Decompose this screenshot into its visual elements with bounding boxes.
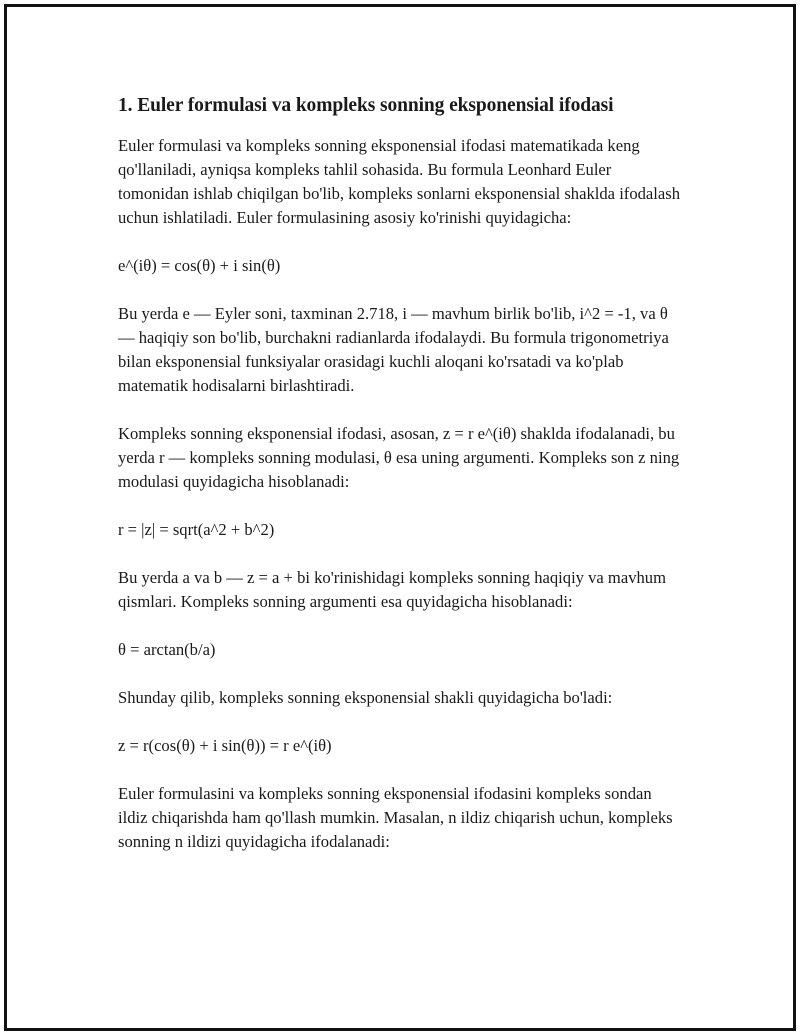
real-imaginary-paragraph: Bu yerda a va b — z = a + bi ko'rinishidagi kompleks sonning haqiqiy va mavhum qismlari. Kompleks sonning argumenti esa quyidagicha hisoblanadi: — [118, 568, 667, 611]
explanation-paragraph: Bu yerda e — Eyler soni, taxminan 2.718, i — mavhum birlik bo'lib, i^2 = -1, va θ — haqiqiy son bo'lib, burchakni radianlarda ifodalaydi. Bu formula trigonometriya bilan eksponensial funksiyalar orasidagi kuchli aloqani ko'rsatadi va ko'plab matematik hodisalarni birlashtiradi. — [118, 304, 669, 395]
exponential-form-paragraph: Kompleks sonning eksponensial ifodasi, asosan, z = r e^(iθ) shaklda ifodalanadi, bu yerda r — kompleks sonning modulasi, θ esa uning argumenti. Kompleks son z ning modulasi quyidagicha hisoblanadi: — [118, 424, 680, 491]
intro-paragraph: Euler formulasi va kompleks sonning eksponensial ifodasi matematikada keng qo'llaniladi, ayniqsa kompleks tahlil sohasida. Bu formula Leonhard Euler tomonidan ishlab chiqilgan bo'lib, kompleks sonlarni eksponensial shaklda ifodalash uchun ishlatiladi. Euler formulasining asosiy ko'rinishi quyidagicha: — [118, 136, 681, 227]
section-heading: 1. Euler formulasi va kompleks sonning eksponensial ifodasi — [118, 95, 614, 116]
euler-formula: e^(iθ) = cos(θ) + i sin(θ) — [118, 256, 281, 275]
roots-paragraph: Euler formulasini va kompleks sonning eksponensial ifodasini kompleks sondan ildiz chiqarishda ham qo'llash mumkin. Masalan, n ildiz chiqarish uchun, kompleks sonning n ildizi quyidagicha ifodalanadi: — [118, 784, 673, 851]
polar-form-formula: z = r(cos(θ) + i sin(θ)) = r e^(iθ) — [118, 736, 332, 755]
document-body — [118, 92, 684, 878]
argument-formula: θ = arctan(b/a) — [118, 640, 216, 659]
summary-paragraph: Shunday qilib, kompleks sonning eksponensial shakli quyidagicha bo'ladi: — [118, 688, 613, 707]
modulus-formula: r = |z| = sqrt(a^2 + b^2) — [118, 520, 275, 539]
